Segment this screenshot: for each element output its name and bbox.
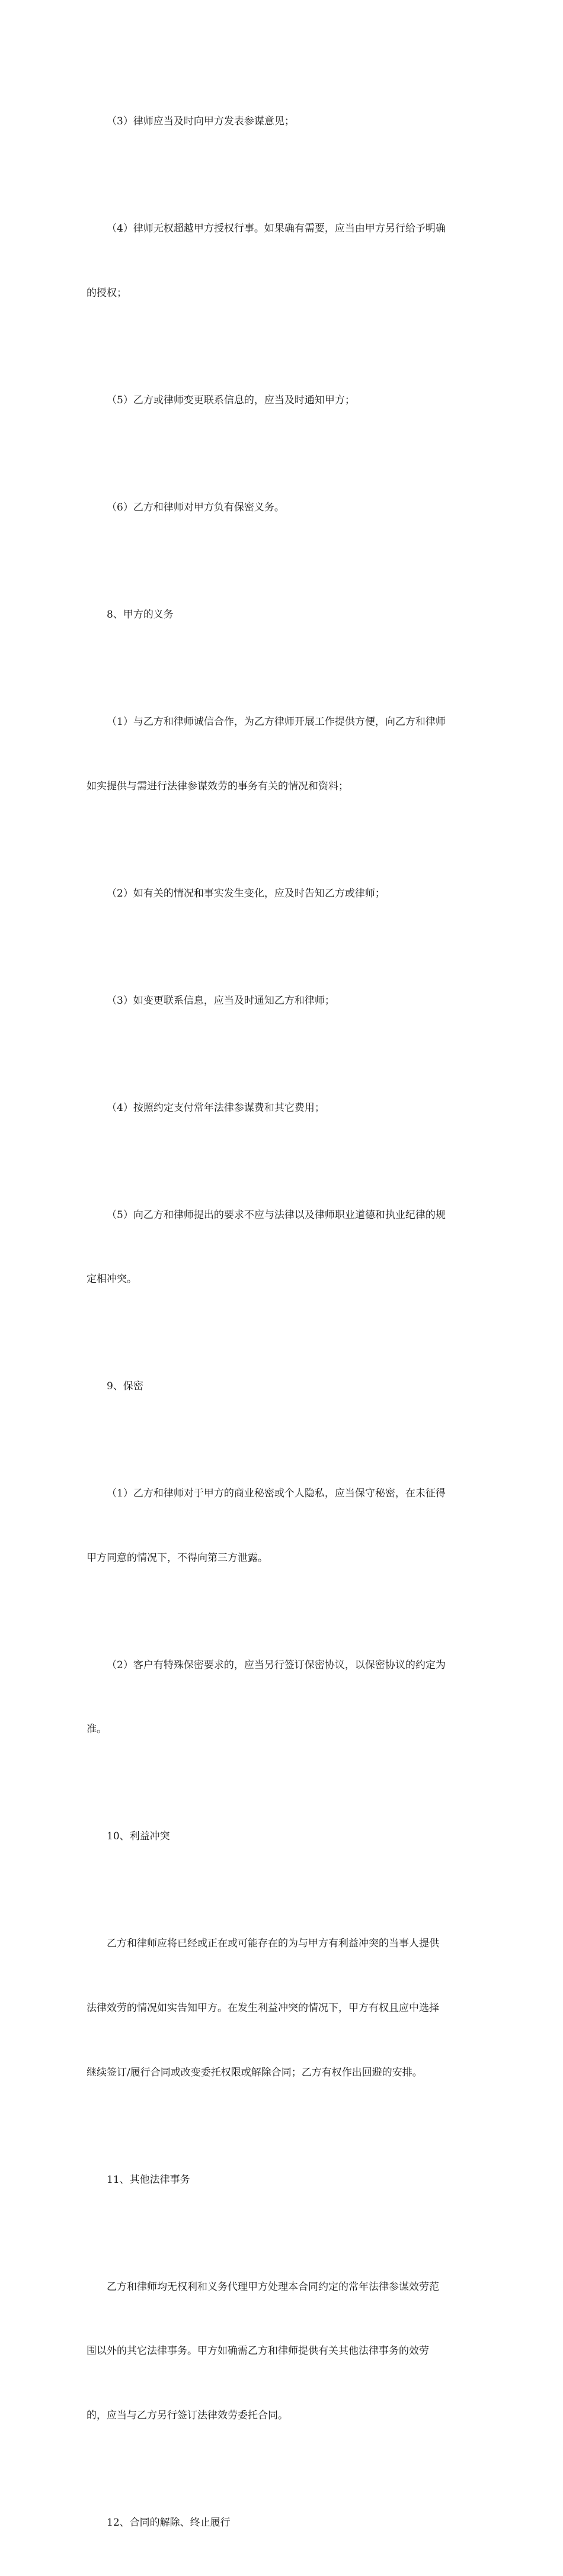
text-line: （3）律师应当及时向甲方发表参谋意见；	[107, 115, 295, 128]
section-heading	[87, 561, 484, 669]
section-heading	[87, 2126, 484, 2233]
text-line: 法律效劳的情况如实告知甲方。在发生利益冲突的情况下，甲方有权且应中选择	[87, 2002, 439, 2014]
heading-text: 9、保密	[107, 1380, 143, 1393]
clause-item	[87, 347, 484, 454]
text-line: （1）与乙方和律师诚信合作，为乙方律师开展工作提供方便，向乙方和律师	[107, 716, 446, 728]
clause-item	[87, 1161, 484, 1333]
text-line: （6）乙方和律师对甲方负有保密义务。	[107, 502, 284, 513]
text-line: （5）乙方或律师变更联系信息的，应当及时通知甲方；	[107, 394, 355, 406]
body-paragraph	[87, 1890, 484, 2126]
clause-item	[87, 840, 484, 947]
clause-item	[87, 669, 484, 840]
text-line: 的授权；	[87, 287, 127, 299]
section-heading	[87, 1783, 484, 1890]
text-line: （4）按照约定支付常年法律参谋费和其它费用；	[107, 1101, 325, 1114]
section-heading	[87, 1333, 484, 1440]
clause-item	[87, 1440, 484, 1612]
text-line: （3）如变更联系信息，应当及时通知乙方和律师；	[107, 994, 335, 1007]
text-line: 继续签订/履行合同或改变委托权限或解除合同；乙方有权作出回避的安排。	[87, 2066, 423, 2079]
text-line: 的，应当与乙方另行签订法律效劳委托合同。	[87, 2409, 288, 2421]
heading-text: 8、甲方的义务	[107, 609, 174, 621]
document-body	[87, 68, 484, 2576]
clause-item	[87, 68, 484, 175]
text-line: 甲方同意的情况下，不得向第三方泄露。	[87, 1552, 268, 1564]
heading-text: 12、合同的解除、终止履行	[107, 2516, 231, 2529]
text-line: （1）乙方和律师对于甲方的商业秘密或个人隐私，应当保守秘密，在未征得	[107, 1488, 446, 1500]
clause-item	[87, 1054, 484, 1161]
text-line: 定相冲突。	[87, 1273, 137, 1286]
section-heading	[87, 2469, 484, 2576]
text-line: 围以外的其它法律事务。甲方如确需乙方和律师提供有关其他法律事务的效劳	[87, 2345, 429, 2357]
text-line: （5）向乙方和律师提出的要求不应与法律以及律师职业道德和执业纪律的规	[107, 1209, 446, 1221]
heading-text: 11、其他法律事务	[107, 2173, 190, 2186]
clause-item	[87, 175, 484, 347]
clause-item	[87, 454, 484, 561]
heading-text: 10、利益冲突	[107, 1830, 170, 1843]
clause-item	[87, 947, 484, 1054]
text-line: 如实提供与需进行法律参谋效劳的事务有关的情况和资料；	[87, 780, 348, 792]
clause-item	[87, 1611, 484, 1783]
text-line: 乙方和律师均无权利和义务代理甲方处理本合同约定的常年法律参谋效劳范	[107, 2281, 439, 2293]
text-line: （2）如有关的情况和事实发生变化，应及时告知乙方或律师；	[107, 887, 385, 900]
text-line: （2）客户有特殊保密要求的，应当另行签订保密协议，以保密协议的约定为	[107, 1659, 446, 1671]
text-line: 准。	[87, 1723, 107, 1736]
body-paragraph	[87, 2233, 484, 2469]
text-line: （4）律师无权超越甲方授权行事。如果确有需要，应当由甲方另行给予明确	[107, 223, 446, 235]
text-line: 乙方和律师应将已经或正在或可能存在的为与甲方有利益冲突的当事人提供	[107, 1938, 439, 1950]
